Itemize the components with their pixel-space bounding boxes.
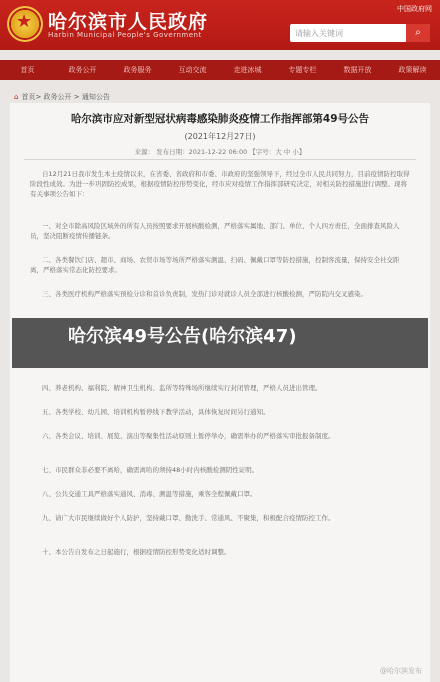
breadcrumb-path[interactable]: > 政务公开 > 通知公告: [35, 93, 110, 101]
nav-item-city[interactable]: 走进冰城: [233, 66, 262, 74]
article-meta: 来源： 发布日期：2021-12-22 06:00 【字号：大 中 小】: [134, 148, 306, 156]
nav-item-interaction[interactable]: 互动交流: [178, 66, 207, 74]
main-nav: [0, 60, 440, 80]
site-header: [0, 0, 440, 50]
nav-item-policy[interactable]: 政策解读: [398, 66, 427, 74]
site-subtitle: Harbin Municipal People's Government: [48, 31, 202, 39]
article-date: (2021年12月27日): [184, 132, 256, 141]
article-paragraph: 六、各类会议、培训、展览、演出等聚集性活动原则上暂停举办，确需举办的严格落实审批报备制度。: [42, 432, 335, 440]
article-panel: [10, 103, 430, 682]
article-paragraph: 一、对全市除高风险区域外的所有人员按照要求开展核酸检测，严格落实属地、部门、单位、个人四方责任，全面排查风险人员，坚决阻断疫情传播链条。: [30, 222, 400, 240]
search-box[interactable]: [290, 24, 430, 42]
article-paragraph: 二、各类餐饮门店、超市、商场、农贸市场等场所严格落实测温、扫码、佩戴口罩等防控措施，控制客流量，保持安全社交距离，严格落实常态化防控要求。: [30, 256, 400, 274]
site-title[interactable]: 哈尔滨市人民政府: [48, 11, 209, 33]
article-paragraph: 九、请广大市民继续做好个人防护，坚持戴口罩、勤洗手、常通风、不聚集，积极配合疫情防控工作。: [42, 514, 335, 522]
article-paragraph: 四、养老机构、福利院、精神卫生机构、监所等特殊场所继续实行封闭管理，严格人员进出管理。: [42, 384, 322, 392]
nav-item-open-affairs[interactable]: 政务公开: [68, 66, 97, 74]
breadcrumb: [14, 92, 110, 102]
article-paragraph: 五、各类学校、幼儿园、培训机构暂停线下教学活动，具体恢复时间另行通知。: [42, 408, 270, 416]
nav-item-home[interactable]: 首页: [20, 66, 35, 74]
article-paragraph: 七、市民群众非必要不离哈，确需离哈的须持48小时内核酸检测阴性证明。: [42, 466, 259, 474]
watermark: @哈尔滨发布: [380, 667, 422, 675]
article-paragraph: 十、本公告自发布之日起施行，根据疫情防控形势变化适时调整。: [42, 548, 231, 556]
home-icon[interactable]: ⌂: [14, 93, 19, 101]
nav-item-data[interactable]: 数据开放: [343, 66, 372, 74]
article-paragraph: 三、各类医疗机构严格落实预检分诊和首诊负责制，发热门诊对就诊人员全部进行核酸检测，严防院内交叉感染。: [42, 290, 367, 298]
article-title: 哈尔滨市应对新型冠状病毒感染肺炎疫情工作指挥部第49号公告: [70, 113, 370, 125]
breadcrumb-home[interactable]: 首页: [21, 93, 36, 101]
nav-item-services[interactable]: 政务服务: [123, 66, 152, 74]
gov-site-badge[interactable]: 中国政府网: [397, 5, 432, 13]
nav-item-topics[interactable]: 专题专栏: [288, 66, 317, 74]
article-paragraph: 八、公共交通工具严格落实通风、消毒、测温等措施，乘客全程佩戴口罩。: [42, 490, 257, 498]
national-emblem-icon: [7, 6, 43, 42]
caption-overlay-text: 哈尔滨49号公告(哈尔滨47): [68, 326, 297, 347]
divider: [24, 159, 416, 160]
search-input[interactable]: 请输入关键词: [295, 29, 343, 38]
article-paragraph: 自12月21日我市发生本土疫情以来，在省委、省政府和市委、市政府的坚强领导下，经过全市人民共同努力，目前疫情防控取得阶段性成效。为进一步巩固防控成果，根据疫情防控形势变化，经市应对疫情工作指挥部研究决定，对相关防控措施进行调整。现将有关事项公告如下：: [30, 170, 410, 198]
search-icon[interactable]: ⌕: [406, 24, 430, 42]
